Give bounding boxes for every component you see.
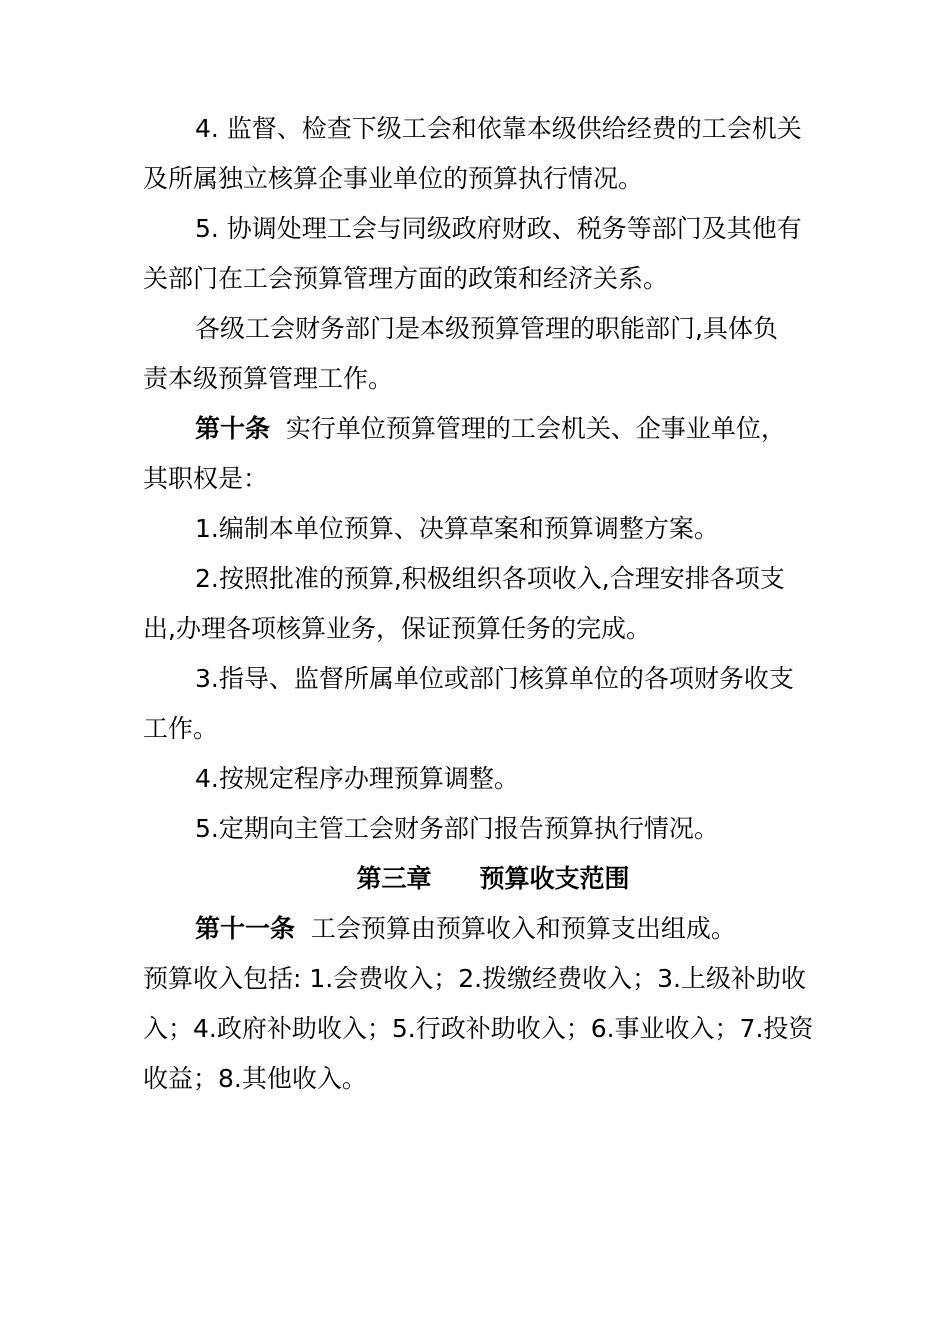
article-10-item: 工作。 xyxy=(143,714,219,743)
article-10-item: 出,办理各项核算业务，保证预算任务的完成。 xyxy=(143,614,651,643)
article-10-heading: 第十条 xyxy=(195,414,271,443)
chapter-heading xyxy=(143,854,813,904)
article-11-line: 入；4.政府补助收入；5.行政补助收入；6.事业收入；7.投资 xyxy=(143,1014,814,1043)
document-body xyxy=(143,104,813,1104)
article-10-intro-text: 实行单位预算管理的工会机关、企事业单位， xyxy=(285,414,786,443)
paragraph-line: 各级工会财务部门是本级预算管理的职能部门,具体负 xyxy=(195,314,778,343)
article-10-intro-cont: 其职权是： xyxy=(143,464,269,493)
article-10-item: 2.按照批准的预算,积极组织各项收入,合理安排各项支 xyxy=(195,564,785,593)
paragraph-line: 及所属独立核算企事业单位的预算执行情况。 xyxy=(143,164,644,193)
paragraph-line: 5. 协调处理工会与同级政府财政、税务等部门及其他有 xyxy=(195,214,802,243)
paragraph-line: 4. 监督、检查下级工会和依靠本级供给经费的工会机关 xyxy=(195,114,802,143)
article-10-intro xyxy=(143,404,813,454)
article-10-item: 1.编制本单位预算、决算草案和预算调整方案。 xyxy=(195,514,719,543)
article-11-intro-text: 工会预算由预算收入和预算支出组成。 xyxy=(310,914,736,943)
chapter-title: 预算收支范围 xyxy=(479,864,630,893)
paragraph-line: 责本级预算管理工作。 xyxy=(143,364,394,393)
article-11-heading: 第十一条 xyxy=(195,914,296,943)
paragraph-line: 关部门在工会预算管理方面的政策和经济关系。 xyxy=(143,264,669,293)
article-11-line: 预算收入包括: 1.会费收入；2.拨缴经费收入；3.上级补助收 xyxy=(143,964,806,993)
chapter-number: 第三章 xyxy=(356,864,432,893)
article-10-item: 4.按规定程序办理预算调整。 xyxy=(195,764,519,793)
article-10-item: 5.定期向主管工会财务部门报告预算执行情况。 xyxy=(195,814,719,843)
article-11-line: 收益；8.其他收入。 xyxy=(143,1064,367,1093)
article-10-item: 3.指导、监督所属单位或部门核算单位的各项财务收支 xyxy=(195,664,794,693)
article-11-intro xyxy=(143,904,813,954)
